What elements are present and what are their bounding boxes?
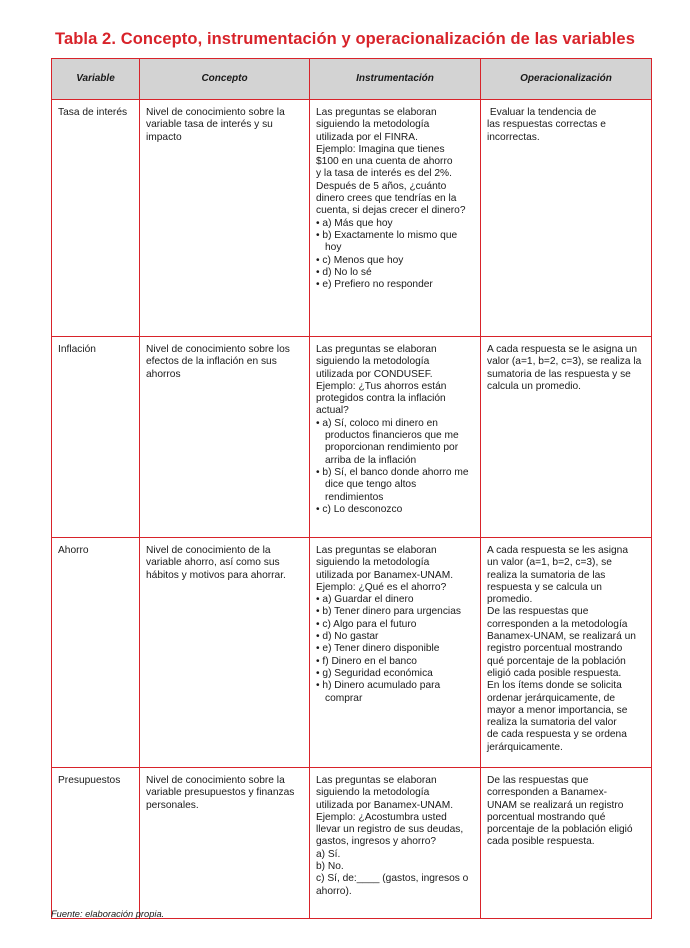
variables-table bbox=[51, 58, 652, 919]
oper-line: valor (a=1, b=2, c=3), se realiza la bbox=[487, 356, 642, 368]
instr-line: llevar un registro de sus deudas, bbox=[316, 824, 464, 836]
oper-line: respuesta y se calcula un bbox=[487, 581, 602, 593]
answer-option: • e) Prefiero no responder bbox=[316, 279, 433, 291]
oper-line: mayor a menor importancia, se bbox=[487, 704, 628, 716]
instr-line: cuenta, si dejas crecer el dinero? bbox=[316, 205, 466, 217]
instr-line: siguiendo la metodología bbox=[316, 787, 430, 799]
answer-option: b) No. bbox=[316, 861, 344, 873]
oper-line: corresponden a Banamex- bbox=[487, 787, 608, 799]
oper-line: corresponden a la metodología bbox=[487, 618, 628, 630]
instr-line: Ejemplo: Imagina que tienes bbox=[316, 143, 445, 155]
instr-line: utilizada por el FINRA. bbox=[316, 131, 418, 143]
oper-line: las respuestas correctas e bbox=[487, 119, 606, 131]
oper-line: En los ítems donde se solicita bbox=[487, 680, 622, 692]
oper-line: registro porcentual mostrando bbox=[487, 643, 623, 655]
answer-option: • h) Dinero acumulado para comprar bbox=[316, 680, 441, 704]
oper-line: Evaluar la tendencia de bbox=[487, 107, 597, 118]
oper-line: De las respuestas que bbox=[487, 606, 589, 618]
instr-line: Las preguntas se elaboran bbox=[316, 545, 437, 556]
answer-option: • b) Tener dinero para urgencias bbox=[316, 606, 461, 618]
answer-option: • f) Dinero en el banco bbox=[316, 655, 417, 667]
answer-option: • g) Seguridad económica bbox=[316, 667, 433, 679]
cell-operacionalizacion bbox=[481, 768, 652, 919]
header-instrumentacion: Instrumentación bbox=[310, 59, 481, 100]
cell-instrumentacion bbox=[310, 337, 481, 538]
instr-line: Las preguntas se elaboran bbox=[316, 107, 437, 118]
instr-line: $100 en una cuenta de ahorro bbox=[316, 156, 453, 168]
instr-line: Después de 5 años, ¿cuánto bbox=[316, 180, 447, 192]
answer-option: • e) Tener dinero disponible bbox=[316, 643, 440, 655]
oper-line: incorrectas. bbox=[487, 131, 540, 143]
table-row bbox=[52, 538, 652, 768]
answer-option: • d) No lo sé bbox=[316, 266, 372, 278]
oper-line: ordenar jerárquicamente, de bbox=[487, 692, 615, 704]
oper-line: porcentual mostrando qué bbox=[487, 811, 606, 823]
cell-concepto: Nivel de conocimiento sobre los efectos de la inflación en sus ahorros bbox=[140, 337, 310, 538]
answer-option: • d) No gastar bbox=[316, 631, 379, 643]
table-header-row bbox=[52, 59, 652, 100]
oper-line: porcentaje de la población eligió bbox=[487, 824, 633, 836]
cell-variable: Presupuestos bbox=[52, 768, 140, 919]
instr-line: Las preguntas se elaboran bbox=[316, 775, 437, 786]
answer-option: • a) Más que hoy bbox=[316, 217, 393, 229]
oper-line: de cada respuesta y se ordena bbox=[487, 729, 627, 741]
cell-variable: Tasa de interés bbox=[52, 100, 140, 337]
header-operacionalizacion: Operacionalización bbox=[481, 59, 652, 100]
table-title: Tabla 2. Concepto, instrumentación y operacionalización de las variables bbox=[55, 30, 635, 48]
answer-option: • a) Guardar el dinero bbox=[316, 594, 414, 606]
instr-line: dinero crees que tendrías en la bbox=[316, 193, 457, 205]
cell-variable: Ahorro bbox=[52, 538, 140, 768]
instr-line: utilizada por Banamex-UNAM. bbox=[316, 799, 454, 811]
instr-line: Ejemplo: ¿Qué es el ahorro? bbox=[316, 581, 447, 593]
answer-option: • c) Lo desconozco bbox=[316, 503, 403, 515]
oper-line: Banamex-UNAM, se realizará un bbox=[487, 631, 636, 643]
oper-line: jerárquicamente. bbox=[487, 741, 563, 753]
instr-line: siguiendo la metodología bbox=[316, 119, 430, 131]
oper-line: cada posible respuesta. bbox=[487, 836, 595, 848]
oper-line: promedio. bbox=[487, 594, 533, 606]
answer-option: • a) Sí, coloco mi dinero en productos financieros que me proporcionan rendimiento por arriba de la inflación bbox=[316, 417, 459, 466]
oper-line: A cada respuesta se le asigna un bbox=[487, 344, 638, 355]
cell-operacionalizacion bbox=[481, 100, 652, 337]
oper-line: realiza la sumatoria de las bbox=[487, 569, 606, 581]
instr-line: utilizada por Banamex-UNAM. bbox=[316, 569, 454, 581]
answer-option: • c) Menos que hoy bbox=[316, 254, 404, 266]
cell-instrumentacion bbox=[310, 538, 481, 768]
cell-operacionalizacion bbox=[481, 337, 652, 538]
answer-option: • b) Sí, el banco donde ahorro me dice que tengo altos rendimientos bbox=[316, 466, 469, 503]
oper-line: sumatoria de las respuesta y se bbox=[487, 368, 631, 380]
oper-line: qué porcentaje de la población bbox=[487, 655, 626, 667]
oper-line: calcula un promedio. bbox=[487, 380, 582, 392]
answer-option: • b) Exactamente lo mismo que hoy bbox=[316, 229, 458, 254]
oper-line: UNAM se realizará un registro bbox=[487, 799, 624, 811]
header-variable: Variable bbox=[52, 59, 140, 100]
answer-option: • c) Algo para el futuro bbox=[316, 618, 417, 630]
header-concepto: Concepto bbox=[140, 59, 310, 100]
cell-concepto: Nivel de conocimiento de la variable ahorro, así como sus hábitos y motivos para ahorrar. bbox=[140, 538, 310, 768]
source-note bbox=[51, 909, 164, 919]
instr-line: protegidos contra la inflación bbox=[316, 393, 446, 405]
cell-variable: Inflación bbox=[52, 337, 140, 538]
answer-option: a) Sí. bbox=[316, 848, 341, 860]
oper-line: A cada respuesta se les asigna bbox=[487, 545, 629, 556]
instr-line: y la tasa de interés es del 2%. bbox=[316, 168, 452, 180]
instr-line: Ejemplo: ¿Acostumbra usted bbox=[316, 811, 447, 823]
instr-line: siguiendo la metodología bbox=[316, 557, 430, 569]
table-row bbox=[52, 768, 652, 919]
table-row bbox=[52, 337, 652, 538]
source-text: elaboración propia. bbox=[82, 909, 165, 919]
cell-operacionalizacion bbox=[481, 538, 652, 768]
instr-line: Las preguntas se elaboran bbox=[316, 344, 437, 355]
oper-line: De las respuestas que bbox=[487, 775, 589, 786]
answer-option: ahorro). bbox=[316, 885, 352, 897]
cell-concepto: Nivel de conocimiento sobre la variable presupuestos y finanzas personales. bbox=[140, 768, 310, 919]
oper-line: un valor (a=1, b=2, c=3), se bbox=[487, 557, 612, 569]
cell-concepto: Nivel de conocimiento sobre la variable tasa de interés y su impacto bbox=[140, 100, 310, 337]
answer-option: c) Sí, de:____ (gastos, ingresos o bbox=[316, 873, 469, 885]
instr-line: Ejemplo: ¿Tus ahorros están bbox=[316, 380, 447, 392]
instr-line: utilizada por CONDUSEF. bbox=[316, 368, 433, 380]
source-label: Fuente: bbox=[51, 909, 83, 919]
instr-line: siguiendo la metodología bbox=[316, 356, 430, 368]
cell-instrumentacion bbox=[310, 768, 481, 919]
instr-line: actual? bbox=[316, 405, 349, 417]
oper-line: realiza la sumatoria del valor bbox=[487, 717, 617, 729]
instr-line: gastos, ingresos y ahorro? bbox=[316, 836, 437, 848]
oper-line: eligió cada posible respuesta. bbox=[487, 667, 622, 679]
table-row bbox=[52, 100, 652, 337]
cell-instrumentacion bbox=[310, 100, 481, 337]
